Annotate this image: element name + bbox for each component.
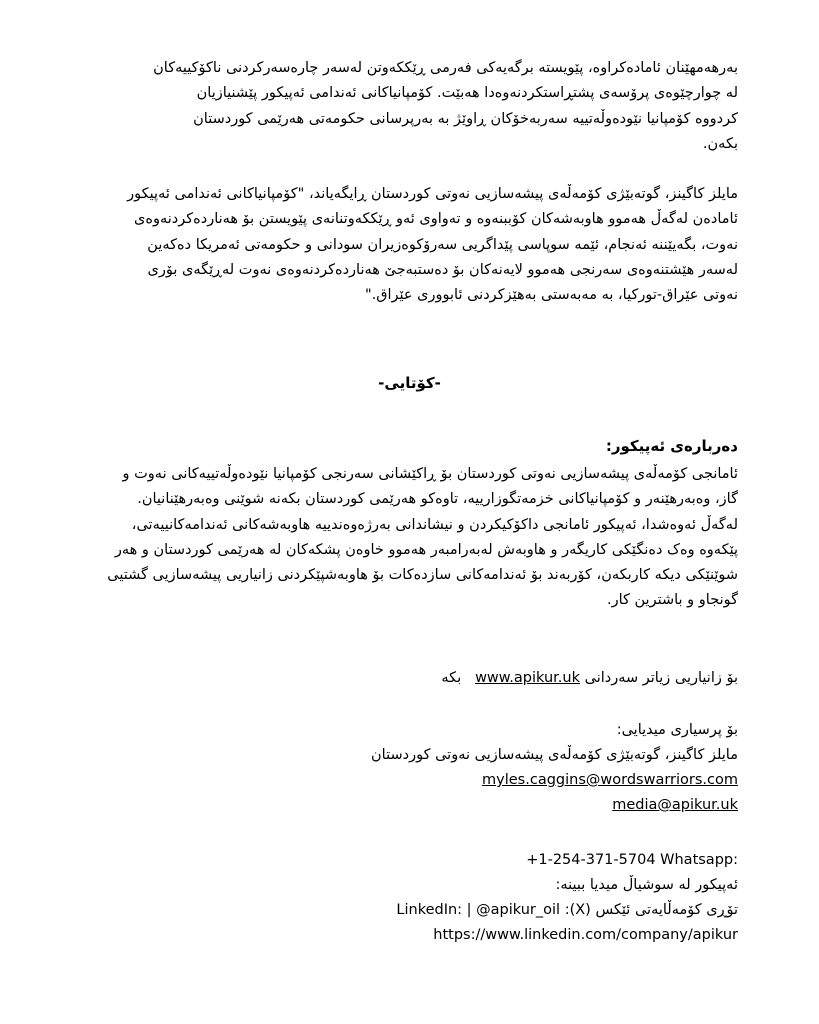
text-line: ئامانجی کۆمەڵەی پیشەسازیی نەوتی کوردستان بۆ ڕاکێشانی سەرنجی کۆمپانیا نێودەوڵەتییەکانی نەوت و — [122, 466, 738, 482]
text-line: لەگەڵ ئەوەشدا، ئەپیکور ئامانجی داکۆکیکردن و نیشاندانی بەرژەوەندییە هاوبەشەکانی ئەندامەکانییەتی، — [131, 516, 738, 533]
website-link[interactable]: www.apikur.uk — [475, 670, 581, 686]
social-handles-line — [88, 898, 738, 923]
paragraph-quote — [88, 182, 738, 308]
paragraph-intro — [88, 56, 738, 157]
text-line: گونجاو و باشترین کار. — [606, 592, 738, 609]
text-line: نەوتی عێراق-تورکیا، بە مەبەستی بەهێزکردنی ئابووری عێراق." — [364, 287, 738, 304]
end-marker: -کۆتایی- — [378, 374, 441, 392]
text-line: شوێنێکی دیکە کاربکەن، کۆربەند بۆ ئەندامەکانی سازدەکات بۆ هاوبەشپێکردنی زانیاریی پیشەسازیی گشتیی — [107, 567, 738, 584]
social-contact — [88, 848, 738, 948]
email-link-media[interactable]: media@apikur.uk — [612, 797, 738, 813]
separator: | — [466, 902, 472, 918]
linkedin-label: LinkedIn: — [396, 902, 463, 918]
whatsapp-line — [88, 848, 738, 873]
text-line: پێکەوە وەک دەنگێکی کاریگەر و هاوبەش لەبەرامبەر هەموو خاوەن پشکەکان لە هەرێمی کوردستان و هەر — [114, 541, 738, 558]
more-info-suffix: بکە — [441, 670, 462, 686]
whatsapp-label: Whatsapp: — [660, 852, 738, 868]
text-line: ئامادەن لەگەڵ هەموو هاوبەشەکان کۆببنەوە و تەواوی ئەو ڕێککەوتنانەی پێویستن بۆ هەناردەکردنەوەی — [134, 211, 738, 228]
text-line: نەوت، بگەیێننە ئەنجام، ئێمە سوپاسی پێداگریی سەرۆکوەزیران سودانی و حکومەتی ئەمریکا دەکەین — [147, 236, 738, 253]
more-info-prefix: بۆ زانیاریی زیاتر سەردانی — [584, 670, 738, 686]
text-line: گاز، وەبەرهێنەر و کۆمپانیاکانی خزمەتگوزارییە، تاوەکو هەرێمی کوردستان بکەنە شوێنی وەبەرهێنانیان. — [137, 491, 738, 508]
text-line: لەسەر هێشتنەوەی سەرنجی هەموو لایەنەکان بۆ دەستبەجێ هەناردەکردنەوەی نەوت لەڕێگەی بۆری — [147, 261, 738, 278]
more-info-line — [88, 670, 738, 686]
linkedin-url[interactable]: https://www.linkedin.com/company/apikur — [433, 927, 738, 943]
text-line: کردووە کۆمپانیا نێودەوڵەتییە سەربەخۆکان ڕاوێژ بە بەرپرسانی حکومەتی هەرێمی کوردستان — [193, 110, 738, 127]
text-line: بکەن. — [702, 135, 738, 152]
social-heading: ئەپیکور لە سوشیاڵ میدیا ببینە: — [555, 877, 738, 893]
x-label: تۆڕی کۆمەڵایەتی ئێکس (X): — [564, 902, 738, 918]
whatsapp-number[interactable]: +1-254-371-5704 — [526, 852, 656, 868]
text-line: مایلز کاگینز، گوتەبێژی کۆمەڵەی پیشەسازیی نەوتی کوردستان ڕایگەیاند، "کۆمپانیاکانی ئەندامی ئەپیکور — [127, 186, 738, 202]
media-contact — [88, 718, 738, 818]
text-line: لە چوارچێوەی پرۆسەی پشتڕاستکردنەوەدا هەبێت. کۆمپانیاکانی ئەندامی ئەپیکور پێشنیازیان — [196, 85, 738, 102]
about-heading: دەربارەی ئەپیکور: — [605, 437, 738, 455]
x-handle[interactable]: @apikur_oil — [476, 902, 561, 918]
email-link-myles[interactable]: myles.caggins@wordswarriors.com — [482, 772, 738, 788]
media-heading: بۆ پرسیاری میدیایی: — [616, 722, 738, 738]
spokesperson-name: مایلز کاگینز، گوتەبێژی کۆمەڵەی پیشەسازیی نەوتی کوردستان — [371, 747, 738, 763]
about-paragraph — [88, 462, 738, 614]
text-line: بەرهەمهێنان ئامادەکراوە، پێویستە برگەیەکی فەرمی ڕێککەوتن لەسەر چارەسەرکردنی ناکۆکییەکان — [153, 60, 738, 76]
